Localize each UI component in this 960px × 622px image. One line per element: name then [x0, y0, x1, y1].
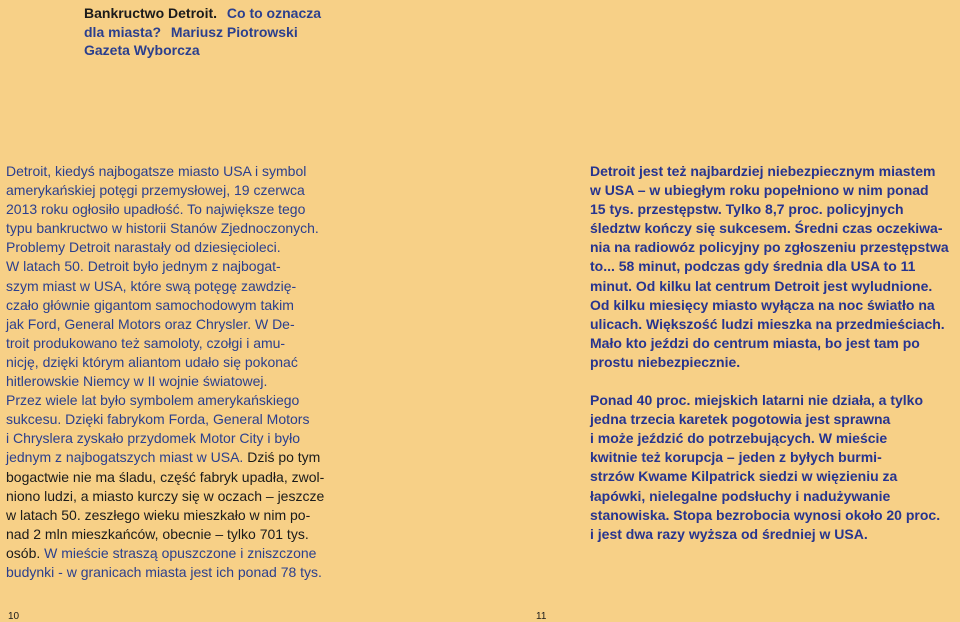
text-line: budynki - w granicach miasta jest ich ponad 78 tys. — [6, 563, 322, 580]
text-line: bogactwie nie ma śladu, część fabryk upadła, zwol- — [6, 468, 325, 485]
text-line: W latach 50. Detroit było jednym z najbogat- — [6, 258, 281, 275]
text-line: Detroit, kiedyś najbogatsze miasto USA i symbol — [6, 163, 307, 179]
text-line: jak Ford, General Motors oraz Chrysler. W De- — [6, 315, 295, 332]
text-line: w USA – w ubiegłym roku popełniono w nim ponad — [590, 182, 929, 199]
text-line: 15 tys. przestępstw. Tylko 8,7 proc. policyjnych — [590, 201, 904, 218]
text-line: i może jeździć do potrzebujących. W mieście — [590, 430, 888, 447]
text-segment: W mieście straszą opuszczone i zniszczone — [44, 544, 317, 561]
page-number-right: 11 — [536, 611, 547, 622]
text-line: w latach 50. zeszłego wieku mieszkało w nim po- — [6, 506, 311, 523]
text-line: niono ludzi, a miasto kurczy się w oczach – jeszcze — [6, 487, 325, 504]
text-line: hitlerowskie Niemcy w II wojnie światowej. — [6, 373, 268, 390]
text-segment: osób. — [6, 544, 45, 561]
text-line: strzów Kwame Kilpatrick siedzi w więzieniu za — [590, 468, 898, 485]
text-line: Ponad 40 proc. miejskich latarni nie działa, a tylko — [590, 392, 924, 409]
text-line: Detroit jest też najbardziej niebezpiecznym miastem — [590, 163, 936, 179]
text-line: sukcesu. Dzięki fabrykom Forda, General Motors — [6, 411, 310, 428]
paragraph-gap — [590, 372, 949, 391]
article-author: Mariusz Piotrowski — [170, 23, 298, 40]
text-line: jedna trzecia karetek pogotowia jest sprawna — [590, 411, 891, 428]
text-line: troit produkowano też samoloty, czołgi i amu- — [6, 334, 286, 351]
left-column-text — [6, 162, 324, 582]
text-segment: Dziś po tym — [247, 449, 321, 466]
text-line: śledztw kończy się sukcesem. Średni czas oczekiwa- — [590, 220, 943, 237]
text-line: Mało kto jeździ do centrum miasta, bo jest tam po — [590, 334, 920, 351]
text-line: typu bankructwo w historii Stanów Zjednoczonych. — [6, 220, 319, 237]
article-source: Gazeta Wyborcza — [84, 42, 200, 58]
text-line: i Chryslera zyskało przydomek Motor City i było — [6, 430, 301, 447]
text-line: nicję, dzięki którym aliantom udało się pokonać — [6, 353, 298, 370]
right-column-text — [590, 162, 949, 544]
text-line: stanowiska. Stopa bezrobocia wynosi około 20 proc. — [590, 506, 941, 523]
text-line — [6, 544, 324, 563]
text-line — [6, 448, 324, 467]
text-line: prostu niebezpiecznie. — [590, 353, 741, 370]
article-subtitle: Co to oznacza dla miasta? — [84, 5, 322, 40]
text-line: Problemy Detroit narastały od dziesięcioleci. — [6, 239, 281, 256]
text-line: czało głównie gigantom samochodowym takim — [6, 296, 294, 313]
text-line: nad 2 mln mieszkańców, obecnie – tylko 701 tys. — [6, 525, 309, 542]
text-line: kwitnie też korupcja – jeden z byłych burmi- — [590, 449, 882, 466]
text-line: Przez wiele lat było symbolem amerykańskiego — [6, 392, 300, 409]
text-line: 2013 roku ogłosiło upadłość. To największe tego — [6, 201, 306, 218]
text-line: ulicach. Większość ludzi mieszka na przedmieściach. — [590, 315, 945, 332]
article-title: Bankructwo Detroit. — [84, 5, 218, 21]
text-segment: jednym z najbogatszych miast w USA. — [6, 449, 248, 466]
text-line: nia na radiowóz policyjny po zgłoszeniu przestępstwa — [590, 239, 949, 256]
text-line: i jest dwa razy wyższa od średniej w USA. — [590, 525, 868, 542]
article-header — [84, 4, 344, 60]
text-line: szym miast w USA, które swą potęgę zawdzię- — [6, 277, 297, 294]
text-line: Od kilku miesięcy miasto wyłącza na noc światło na — [590, 296, 935, 313]
text-line: to... 58 minut, podczas gdy średnia dla USA to 11 — [590, 258, 916, 275]
page-number-left: 10 — [8, 611, 20, 622]
text-line: amerykańskiej potęgi przemysłowej, 19 czerwca — [6, 182, 305, 199]
text-line: minut. Od kilku lat centrum Detroit jest wyludnione. — [590, 277, 933, 294]
text-line: łapówki, nielegalne podsłuchy i nadużywanie — [590, 487, 891, 504]
